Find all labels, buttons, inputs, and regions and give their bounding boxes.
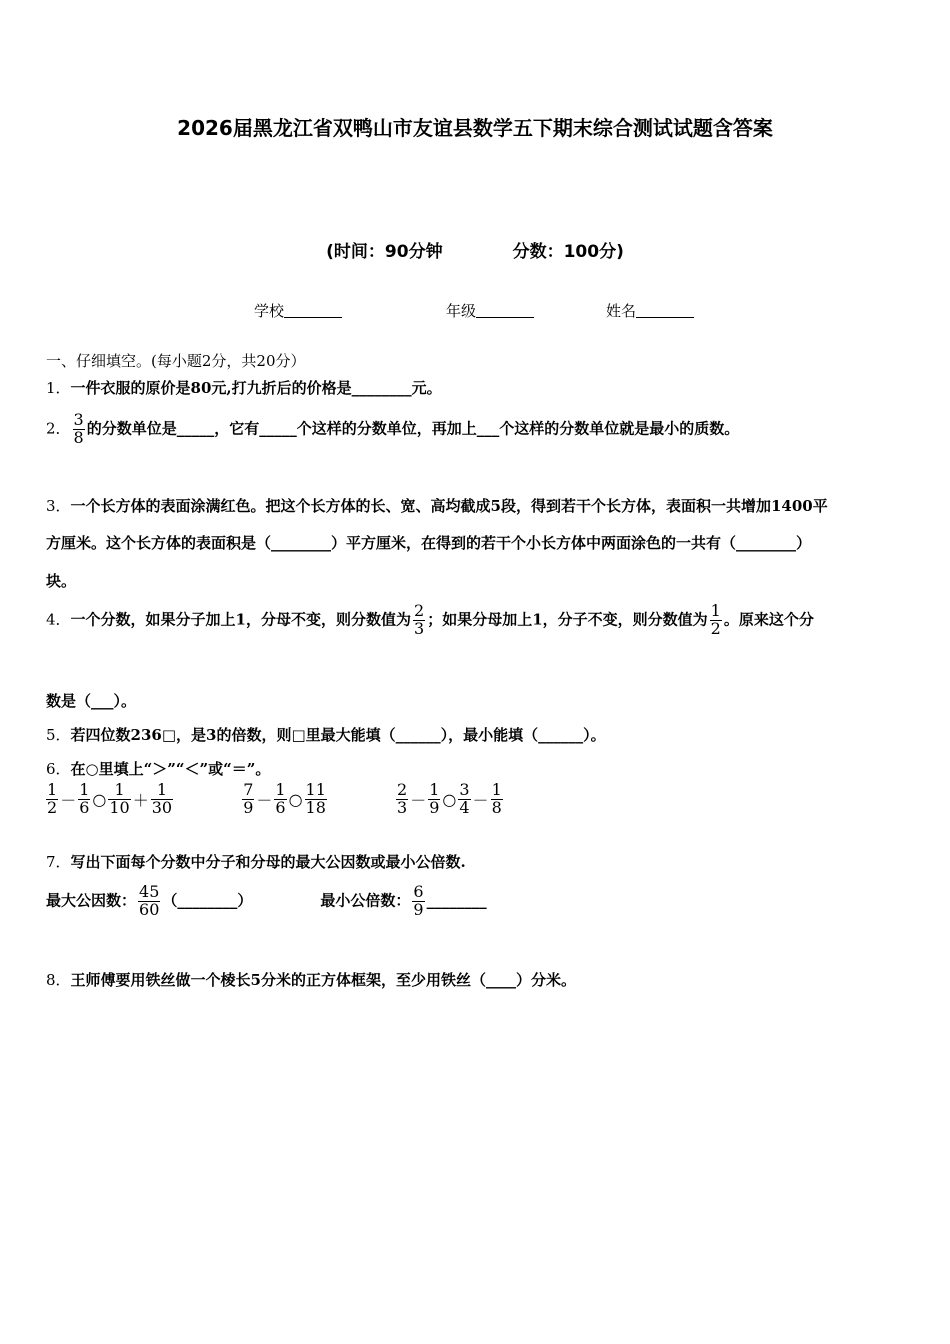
fraction [151,782,173,817]
fraction [305,782,327,817]
numerator: 1 [429,780,440,799]
minus-sign: － [410,790,427,810]
question-8 [46,969,576,990]
question-6 [46,758,270,779]
fraction [491,782,503,817]
denominator: 8 [73,427,84,447]
denominator: 2 [710,618,721,638]
name-blank [636,303,694,318]
numerator: 1 [275,780,286,799]
fraction [78,782,90,817]
numerator: 1 [79,780,90,799]
fraction [138,884,160,919]
score-label: 分数：100分) [512,242,624,262]
question-number: 3． [46,497,71,515]
denominator: 8 [491,797,502,817]
question-text: 。原来这个分 [723,610,814,629]
denominator: 60 [139,899,160,919]
comparison-row [44,782,565,817]
question-text: 写出下面每个分数中分子和分母的最大公因数或最小公倍数. [70,853,466,871]
school-field [254,300,342,321]
fraction [413,603,425,638]
numerator: 7 [243,780,254,799]
fraction [412,884,424,919]
numerator: 3 [459,780,470,799]
gcd-label: 最大公因数： [46,891,137,910]
time-label: (时间：90分钟 [326,242,443,262]
plus-sign: ＋ [132,790,149,810]
numerator: 1 [47,780,58,799]
question-3-line-1 [46,495,828,516]
fraction [242,782,254,817]
denominator: 4 [459,797,470,817]
minus-sign: － [60,790,77,810]
fraction [458,782,470,817]
question-4-line-2: 数是（___）。 [46,692,137,710]
question-number: 1． [46,379,71,397]
question-3-line-2: 方厘米。这个长方体的表面积是（________）平方厘米，在得到的若干个小长方体中两面涂色的一共有（________） [46,534,812,552]
question-text: 一个长方体的表面涂满红色。把这个长方体的长、宽、高均截成5段，得到若干个长方体，表面积一共增加1400平 [70,497,828,515]
comparison-2 [240,782,329,817]
lcm-label: 最小公倍数： [320,891,411,910]
question-3-line-3: 块。 [46,572,77,590]
numerator: 45 [139,882,160,901]
grade-field [446,300,534,321]
question-7-answers [46,884,487,919]
denominator: 18 [305,797,326,817]
question-number: 6． [46,760,71,778]
lcm-blank[interactable]: ________ [426,891,487,910]
numerator: 11 [305,780,326,799]
name-label: 姓名 [606,302,637,320]
denominator: 6 [275,797,286,817]
fraction [428,782,440,817]
question-number: 5． [46,726,71,744]
minus-sign: － [256,790,273,810]
answer-circle[interactable]: ○ [288,789,303,809]
name-field [606,300,694,321]
question-text: 若四位数236□，是3的倍数，则□里最大能填（______），最小能填（______）。 [70,726,606,744]
page-title: 2026届黑龙江省双鸭山市友谊县数学五下期末综合测试试题含答案 [177,116,773,140]
question-4-line-1 [46,603,814,638]
school-label: 学校 [254,302,285,320]
numerator: 2 [414,601,425,620]
question-number: 8． [46,971,71,989]
denominator: 10 [109,797,130,817]
question-1 [46,377,442,398]
comparison-1 [44,782,175,817]
minus-sign: － [472,790,489,810]
question-number: 7． [46,853,71,871]
question-text: ；如果分母加上1，分子不变，则分数值为 [427,610,708,629]
question-number: 2． [46,419,71,438]
question-text: 一件衣服的原价是80元,打九折后的价格是________元。 [70,379,442,397]
question-7 [46,851,466,872]
numerator: 3 [73,410,84,429]
question-text: 在○里填上“＞”“＜”或“＝”。 [70,760,271,778]
grade-label: 年级 [446,302,477,320]
denominator: 2 [47,797,58,817]
numerator: 1 [491,780,502,799]
fraction [73,412,85,447]
school-blank [284,303,342,318]
denominator: 9 [429,797,440,817]
question-number: 4． [46,610,71,629]
fraction [46,782,58,817]
gcd-blank[interactable]: （________） [162,891,253,910]
denominator: 9 [413,899,424,919]
section-heading: 一、仔细填空。(每小题2分，共20分） [46,352,306,370]
fraction [108,782,130,817]
answer-circle[interactable]: ○ [442,789,457,809]
numerator: 1 [114,780,125,799]
denominator: 3 [414,618,425,638]
question-text: 的分数单位是_____，它有_____个这样的分数单位，再加上___个这样的分数单位就是最小的质数。 [86,419,740,438]
numerator: 2 [397,780,408,799]
exam-subtitle [0,237,950,262]
question-5 [46,724,606,745]
denominator: 3 [397,797,408,817]
denominator: 9 [243,797,254,817]
question-text: 一个分数，如果分子加上1，分母不变，则分数值为 [70,610,411,629]
comparison-3 [394,782,505,817]
question-text: 王师傅要用铁丝做一个棱长5分米的正方体框架，至少用铁丝（____）分米。 [70,971,576,989]
answer-circle[interactable]: ○ [92,789,107,809]
fraction [710,603,722,638]
denominator: 30 [151,797,173,817]
numerator: 1 [156,780,167,799]
numerator: 6 [413,882,424,901]
numerator: 1 [710,601,721,620]
grade-blank [476,303,534,318]
fraction [396,782,408,817]
question-2 [46,412,739,447]
fraction [274,782,286,817]
denominator: 6 [79,797,90,817]
